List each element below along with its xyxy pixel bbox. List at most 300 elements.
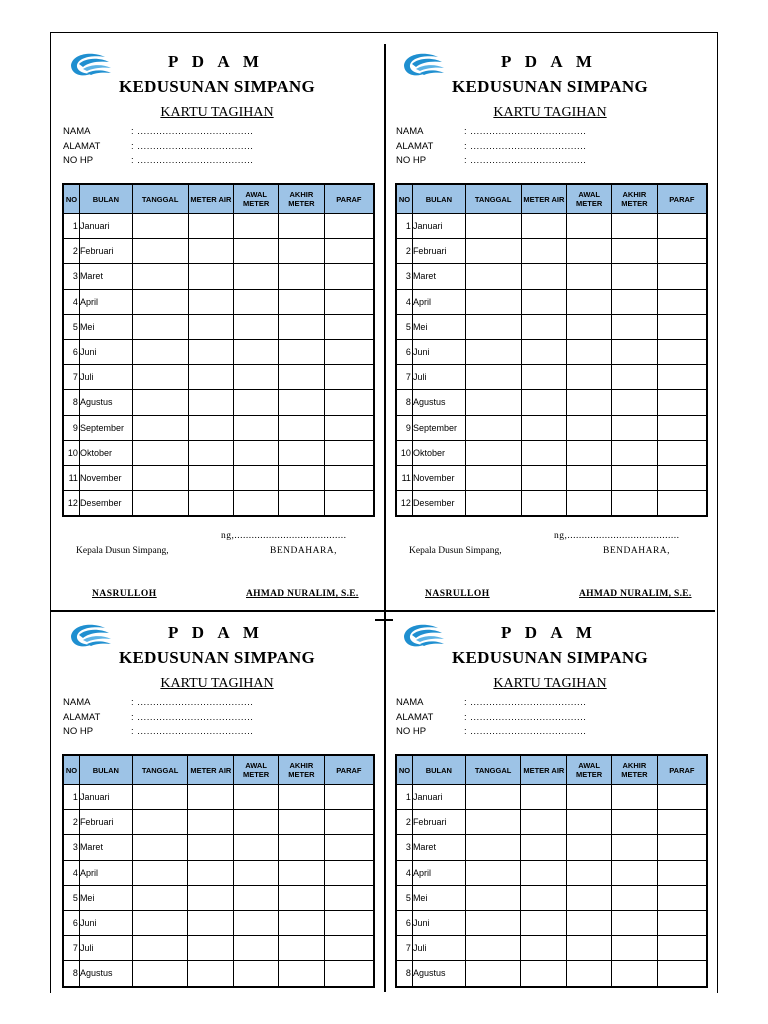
initial-cell[interactable] <box>657 785 707 810</box>
date-cell[interactable] <box>132 289 188 314</box>
start-meter-cell[interactable] <box>567 339 612 364</box>
initial-cell[interactable] <box>324 491 374 517</box>
start-meter-cell[interactable] <box>234 365 279 390</box>
row-number: 1 <box>63 214 79 239</box>
end-meter-cell[interactable] <box>612 289 658 314</box>
row-number: 11 <box>396 465 412 490</box>
column-header: METER AIR <box>188 755 234 785</box>
row-number: 6 <box>63 339 79 364</box>
water-meter-cell[interactable] <box>521 440 567 465</box>
date-cell[interactable] <box>465 936 521 961</box>
end-meter-cell[interactable] <box>612 491 658 517</box>
water-meter-cell[interactable] <box>188 785 234 810</box>
date-cell[interactable] <box>465 415 521 440</box>
initial-cell[interactable] <box>324 390 374 415</box>
table-row <box>396 365 707 390</box>
row-number: 3 <box>63 264 79 289</box>
date-cell[interactable] <box>465 785 521 810</box>
date-cell[interactable] <box>465 264 521 289</box>
row-number: 6 <box>396 339 412 364</box>
start-meter-cell[interactable] <box>234 491 279 517</box>
month-cell: Mei <box>79 885 132 910</box>
end-meter-cell[interactable] <box>612 465 658 490</box>
column-header: AKHIR METER <box>612 184 658 214</box>
end-meter-cell[interactable] <box>279 264 325 289</box>
date-cell[interactable] <box>465 910 521 935</box>
date-cell[interactable] <box>132 910 188 935</box>
start-meter-cell[interactable] <box>567 214 612 239</box>
month-cell: Agustus <box>79 961 132 987</box>
initial-cell[interactable] <box>324 415 374 440</box>
initial-cell[interactable] <box>657 214 707 239</box>
initial-cell[interactable] <box>324 910 374 935</box>
start-meter-cell[interactable] <box>567 885 612 910</box>
start-meter-cell[interactable] <box>234 415 279 440</box>
initial-cell[interactable] <box>324 440 374 465</box>
address-label: ALAMAT <box>63 140 101 152</box>
start-meter-cell[interactable] <box>234 936 279 961</box>
start-meter-cell[interactable] <box>567 264 612 289</box>
end-meter-cell[interactable] <box>612 339 658 364</box>
row-number: 6 <box>63 910 79 935</box>
end-meter-cell[interactable] <box>612 365 658 390</box>
name-blank: : ..................................... <box>131 126 254 137</box>
table-row <box>63 961 374 987</box>
table-row <box>63 264 374 289</box>
date-cell[interactable] <box>132 885 188 910</box>
initial-cell[interactable] <box>657 860 707 885</box>
column-header: PARAF <box>324 184 374 214</box>
end-meter-cell[interactable] <box>278 936 324 961</box>
end-meter-cell[interactable] <box>279 314 325 339</box>
row-number: 4 <box>396 289 412 314</box>
water-meter-cell[interactable] <box>521 239 567 264</box>
initial-cell[interactable] <box>324 785 374 810</box>
date-cell[interactable] <box>132 860 188 885</box>
month-cell: Juni <box>412 910 465 935</box>
date-cell[interactable] <box>132 440 188 465</box>
start-meter-cell[interactable] <box>567 465 612 490</box>
org-title: P D A M <box>168 52 264 71</box>
end-meter-cell[interactable] <box>611 936 657 961</box>
month-cell: Desember <box>412 491 465 517</box>
initial-cell[interactable] <box>324 339 374 364</box>
month-cell: April <box>79 289 132 314</box>
customer-fields <box>63 696 253 740</box>
table-row <box>63 860 374 885</box>
end-meter-cell[interactable] <box>279 239 325 264</box>
start-meter-cell[interactable] <box>567 365 612 390</box>
column-header: BULAN <box>412 755 465 785</box>
water-meter-cell[interactable] <box>188 239 234 264</box>
initial-cell[interactable] <box>324 936 374 961</box>
table-header-row <box>63 184 374 214</box>
date-cell[interactable] <box>132 264 188 289</box>
end-meter-cell[interactable] <box>278 910 324 935</box>
end-meter-cell[interactable] <box>279 491 325 517</box>
row-number: 7 <box>396 365 412 390</box>
water-meter-cell[interactable] <box>188 339 234 364</box>
date-cell[interactable] <box>132 961 188 987</box>
end-meter-cell[interactable] <box>611 860 657 885</box>
table-row <box>63 440 374 465</box>
month-cell: Januari <box>412 785 465 810</box>
row-number: 2 <box>63 810 79 835</box>
water-meter-cell[interactable] <box>521 936 567 961</box>
place-date: ng,....................................... <box>221 531 347 541</box>
initial-cell[interactable] <box>657 885 707 910</box>
water-meter-cell[interactable] <box>188 961 234 987</box>
end-meter-cell[interactable] <box>278 835 324 860</box>
water-meter-cell[interactable] <box>521 390 567 415</box>
start-meter-cell[interactable] <box>234 239 279 264</box>
name-blank: : ..................................... <box>464 697 587 708</box>
water-meter-cell[interactable] <box>521 314 567 339</box>
water-meter-cell[interactable] <box>521 860 567 885</box>
date-cell[interactable] <box>465 289 521 314</box>
end-meter-cell[interactable] <box>611 785 657 810</box>
initial-cell[interactable] <box>657 314 707 339</box>
end-meter-cell[interactable] <box>278 885 324 910</box>
village-title: KEDUSUNAN SIMPANG <box>451 648 649 667</box>
end-meter-cell[interactable] <box>611 810 657 835</box>
water-meter-cell[interactable] <box>188 440 234 465</box>
date-cell[interactable] <box>465 885 521 910</box>
end-meter-cell[interactable] <box>612 214 658 239</box>
month-cell: Februari <box>412 239 465 264</box>
initial-cell[interactable] <box>324 365 374 390</box>
month-cell: Oktober <box>79 440 132 465</box>
row-number: 7 <box>396 936 412 961</box>
row-number: 8 <box>63 961 79 987</box>
water-meter-cell[interactable] <box>521 885 567 910</box>
table-row <box>396 810 707 835</box>
initial-cell[interactable] <box>657 239 707 264</box>
date-cell[interactable] <box>465 860 521 885</box>
date-cell[interactable] <box>132 491 188 517</box>
initial-cell[interactable] <box>324 314 374 339</box>
table-row <box>63 835 374 860</box>
water-meter-cell[interactable] <box>521 961 567 987</box>
initial-cell[interactable] <box>324 835 374 860</box>
initial-cell[interactable] <box>657 835 707 860</box>
billing-table <box>395 183 708 517</box>
month-cell: September <box>412 415 465 440</box>
org-title: P D A M <box>501 52 597 71</box>
month-cell: Juli <box>412 365 465 390</box>
start-meter-cell[interactable] <box>567 289 612 314</box>
date-cell[interactable] <box>465 365 521 390</box>
start-meter-cell[interactable] <box>567 440 612 465</box>
month-cell: Januari <box>79 214 132 239</box>
address-blank: : ..................................... <box>464 711 587 723</box>
month-cell: Maret <box>412 835 465 860</box>
address-label: ALAMAT <box>396 140 434 152</box>
initial-cell[interactable] <box>657 365 707 390</box>
start-meter-cell[interactable] <box>234 810 279 835</box>
start-meter-cell[interactable] <box>234 214 279 239</box>
initial-cell[interactable] <box>657 390 707 415</box>
column-header: PARAF <box>657 184 707 214</box>
water-meter-cell[interactable] <box>188 936 234 961</box>
initial-cell[interactable] <box>657 910 707 935</box>
water-meter-cell[interactable] <box>521 465 567 490</box>
end-meter-cell[interactable] <box>279 440 325 465</box>
card-title: KARTU TAGIHAN <box>160 676 274 691</box>
table-row <box>396 264 707 289</box>
start-meter-cell[interactable] <box>567 491 612 517</box>
end-meter-cell[interactable] <box>612 264 658 289</box>
table-row <box>63 936 374 961</box>
water-meter-cell[interactable] <box>188 885 234 910</box>
date-cell[interactable] <box>132 835 188 860</box>
date-cell[interactable] <box>465 810 521 835</box>
date-cell[interactable] <box>132 465 188 490</box>
end-meter-cell[interactable] <box>612 415 658 440</box>
end-meter-cell[interactable] <box>278 961 324 987</box>
treasurer-title: BENDAHARA, <box>270 546 338 556</box>
start-meter-cell[interactable] <box>567 239 612 264</box>
initial-cell[interactable] <box>657 491 707 517</box>
initial-cell[interactable] <box>657 264 707 289</box>
water-meter-cell[interactable] <box>521 491 567 517</box>
table-row <box>63 810 374 835</box>
table-row <box>396 885 707 910</box>
horizontal-cut-line <box>51 610 715 612</box>
start-meter-cell[interactable] <box>234 910 279 935</box>
water-meter-cell[interactable] <box>521 289 567 314</box>
date-cell[interactable] <box>465 961 521 987</box>
table-row <box>63 339 374 364</box>
row-number: 3 <box>396 835 412 860</box>
date-cell[interactable] <box>465 440 521 465</box>
month-cell: April <box>79 860 132 885</box>
month-cell: Agustus <box>79 390 132 415</box>
initial-cell[interactable] <box>324 239 374 264</box>
start-meter-cell[interactable] <box>234 289 279 314</box>
start-meter-cell[interactable] <box>234 264 279 289</box>
water-meter-cell[interactable] <box>521 339 567 364</box>
start-meter-cell[interactable] <box>234 961 279 987</box>
end-meter-cell[interactable] <box>278 860 324 885</box>
month-cell: Juni <box>79 910 132 935</box>
month-cell: Juli <box>79 365 132 390</box>
end-meter-cell[interactable] <box>278 785 324 810</box>
start-meter-cell[interactable] <box>567 860 612 885</box>
column-header: AWAL METER <box>567 755 612 785</box>
start-meter-cell[interactable] <box>234 440 279 465</box>
water-meter-cell[interactable] <box>188 860 234 885</box>
column-header: AWAL METER <box>234 184 279 214</box>
water-meter-cell[interactable] <box>521 785 567 810</box>
initial-cell[interactable] <box>324 860 374 885</box>
initial-cell[interactable] <box>657 289 707 314</box>
water-meter-cell[interactable] <box>521 810 567 835</box>
initial-cell[interactable] <box>657 810 707 835</box>
customer-fields <box>396 696 586 740</box>
water-meter-cell[interactable] <box>188 289 234 314</box>
month-cell: Februari <box>79 810 132 835</box>
table-row <box>396 910 707 935</box>
water-meter-cell[interactable] <box>521 835 567 860</box>
end-meter-cell[interactable] <box>279 390 325 415</box>
initial-cell[interactable] <box>324 289 374 314</box>
start-meter-cell[interactable] <box>567 785 612 810</box>
date-cell[interactable] <box>465 239 521 264</box>
row-number: 5 <box>396 885 412 910</box>
end-meter-cell[interactable] <box>611 961 657 987</box>
name-label: NAMA <box>63 126 91 137</box>
water-meter-cell[interactable] <box>188 491 234 517</box>
start-meter-cell[interactable] <box>234 390 279 415</box>
name-label: NAMA <box>63 697 91 708</box>
initial-cell[interactable] <box>657 465 707 490</box>
end-meter-cell[interactable] <box>612 440 658 465</box>
start-meter-cell[interactable] <box>234 785 279 810</box>
initial-cell[interactable] <box>324 465 374 490</box>
date-cell[interactable] <box>465 835 521 860</box>
end-meter-cell[interactable] <box>279 289 325 314</box>
table-header-row <box>396 755 707 785</box>
address-blank: : ..................................... <box>131 711 254 723</box>
address-label: ALAMAT <box>396 711 434 723</box>
start-meter-cell[interactable] <box>234 860 279 885</box>
initial-cell[interactable] <box>324 214 374 239</box>
month-cell: Juli <box>412 936 465 961</box>
water-meter-cell[interactable] <box>521 415 567 440</box>
column-header: AWAL METER <box>567 184 612 214</box>
initial-cell[interactable] <box>324 885 374 910</box>
date-cell[interactable] <box>132 239 188 264</box>
water-meter-cell[interactable] <box>188 465 234 490</box>
start-meter-cell[interactable] <box>567 961 612 987</box>
date-cell[interactable] <box>132 390 188 415</box>
end-meter-cell[interactable] <box>279 465 325 490</box>
table-row <box>63 314 374 339</box>
water-meter-cell[interactable] <box>188 415 234 440</box>
date-cell[interactable] <box>132 214 188 239</box>
date-cell[interactable] <box>132 314 188 339</box>
water-meter-cell[interactable] <box>521 365 567 390</box>
phone-blank: : ..................................... <box>464 155 587 166</box>
initial-cell[interactable] <box>657 440 707 465</box>
end-meter-cell[interactable] <box>279 415 325 440</box>
start-meter-cell[interactable] <box>234 314 279 339</box>
date-cell[interactable] <box>465 465 521 490</box>
initial-cell[interactable] <box>657 961 707 987</box>
column-header: TANGGAL <box>132 184 188 214</box>
water-meter-cell[interactable] <box>188 835 234 860</box>
water-meter-cell[interactable] <box>188 810 234 835</box>
row-number: 12 <box>396 491 412 517</box>
start-meter-cell[interactable] <box>567 415 612 440</box>
start-meter-cell[interactable] <box>234 465 279 490</box>
end-meter-cell[interactable] <box>278 810 324 835</box>
customer-fields <box>396 125 586 169</box>
row-number: 9 <box>63 415 79 440</box>
row-number: 2 <box>63 239 79 264</box>
start-meter-cell[interactable] <box>567 390 612 415</box>
water-meter-cell[interactable] <box>521 264 567 289</box>
date-cell[interactable] <box>465 491 521 517</box>
name-blank: : ..................................... <box>464 126 587 137</box>
date-cell[interactable] <box>465 339 521 364</box>
row-number: 1 <box>396 785 412 810</box>
end-meter-cell[interactable] <box>611 835 657 860</box>
date-cell[interactable] <box>465 390 521 415</box>
initial-cell[interactable] <box>657 339 707 364</box>
table-row <box>396 390 707 415</box>
water-meter-cell[interactable] <box>188 214 234 239</box>
date-cell[interactable] <box>132 415 188 440</box>
column-header: BULAN <box>79 184 132 214</box>
end-meter-cell[interactable] <box>279 365 325 390</box>
end-meter-cell[interactable] <box>612 239 658 264</box>
water-meter-cell[interactable] <box>188 264 234 289</box>
date-cell[interactable] <box>132 936 188 961</box>
month-cell: November <box>79 465 132 490</box>
date-cell[interactable] <box>132 339 188 364</box>
start-meter-cell[interactable] <box>567 910 612 935</box>
end-meter-cell[interactable] <box>611 910 657 935</box>
start-meter-cell[interactable] <box>567 835 612 860</box>
initial-cell[interactable] <box>657 415 707 440</box>
start-meter-cell[interactable] <box>567 810 612 835</box>
date-cell[interactable] <box>465 214 521 239</box>
start-meter-cell[interactable] <box>567 936 612 961</box>
initial-cell[interactable] <box>324 264 374 289</box>
table-row <box>63 885 374 910</box>
card-title: KARTU TAGIHAN <box>493 105 607 120</box>
org-title: P D A M <box>168 623 264 642</box>
date-cell[interactable] <box>132 785 188 810</box>
cut-mark <box>375 619 393 621</box>
end-meter-cell[interactable] <box>279 339 325 364</box>
water-meter-cell[interactable] <box>521 214 567 239</box>
table-row <box>396 440 707 465</box>
end-meter-cell[interactable] <box>612 390 658 415</box>
end-meter-cell[interactable] <box>611 885 657 910</box>
row-number: 7 <box>63 936 79 961</box>
table-row <box>396 860 707 885</box>
end-meter-cell[interactable] <box>279 214 325 239</box>
start-meter-cell[interactable] <box>234 885 279 910</box>
table-row <box>63 289 374 314</box>
table-header-row <box>396 184 707 214</box>
date-cell[interactable] <box>465 314 521 339</box>
water-meter-cell[interactable] <box>188 365 234 390</box>
initial-cell[interactable] <box>324 810 374 835</box>
table-row <box>396 835 707 860</box>
start-meter-cell[interactable] <box>567 314 612 339</box>
end-meter-cell[interactable] <box>612 314 658 339</box>
phone-label: NO HP <box>396 726 427 737</box>
water-meter-cell[interactable] <box>188 910 234 935</box>
row-number: 5 <box>63 885 79 910</box>
start-meter-cell[interactable] <box>234 339 279 364</box>
initial-cell[interactable] <box>657 936 707 961</box>
water-meter-cell[interactable] <box>521 910 567 935</box>
column-header: NO <box>396 184 412 214</box>
water-meter-cell[interactable] <box>188 314 234 339</box>
water-meter-cell[interactable] <box>188 390 234 415</box>
date-cell[interactable] <box>132 810 188 835</box>
date-cell[interactable] <box>132 365 188 390</box>
table-row <box>63 365 374 390</box>
start-meter-cell[interactable] <box>234 835 279 860</box>
month-cell: Mei <box>412 885 465 910</box>
initial-cell[interactable] <box>324 961 374 987</box>
